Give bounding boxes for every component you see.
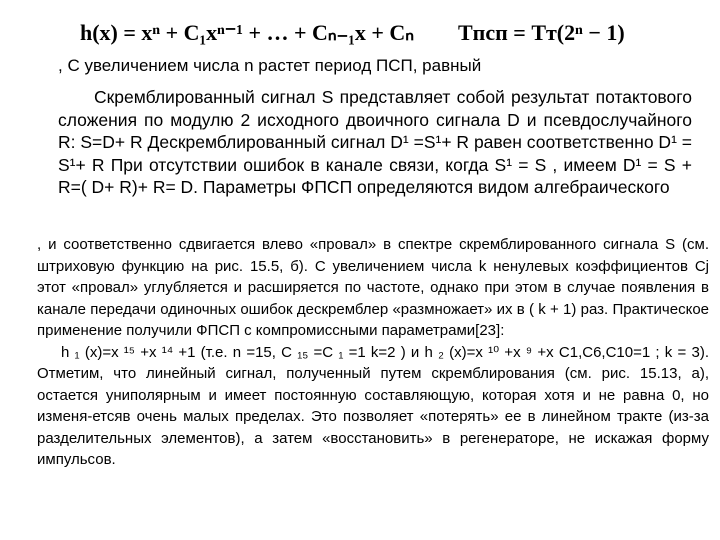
- lower-paragraph-1: , и соответственно сдвигается влево «провал» в спектре скремблированного сигнала S (см. штриховую функцию на рис. 15.5, б). С увеличением числа k ненулевых коэффициентов Cj этот «провал» углубляется и расширяется по частоте, однако при этом в случае появления в канале передачи одиночных ошибок дескремблер «размножает» их в ( k + 1) раз. Практическое применение получили ФПСП с компромиссными параметрами[23]:: [37, 236, 709, 339]
- polynomial-formula: h(x) = xⁿ + C₁xⁿ⁻¹ + … + Cₙ₋₁x + Cₙ: [80, 20, 415, 45]
- lower-text-block: [37, 234, 709, 471]
- period-formula: Tпсп = Tт(2ⁿ − 1): [458, 20, 625, 45]
- upper-paragraph: Скремблированный сигнал S представляет собой результат потактового сложения по модулю 2 исходного двоичного сигнала D и псевдослучайного R: S=D+ R Дескремблированный сигнал D¹ =S¹+ R равен соответственно D¹ = S¹+ R При отсутствии ошибок в канале связи, когда S¹ = S , имеем D¹ = S + R=( D+ R)+ R= D. Параметры ФПСП определяются видом алгебраического: [58, 87, 692, 197]
- lower-paragraph-2: h ₁ (x)=x ¹⁵ +x ¹⁴ +1 (т.е. n =15, С ₁₅ =С ₁ =1 k=2 ) и h ₂ (x)=x ¹⁰ +x ⁹ +x С1,С6,С10=1 ; k = 3). Отметим, что линейный сигнал, полученный путем скремблирования (см. рис. 15.13, а), остается униполярным и имеет постоянную составляющую, которая хотя и не равна 0, но изменя-етсяв очень малых пределах. Это позволяет «потерять» ее в линейном тракте (из-за разделительных элементов), а затем «восстановить» в регенераторе, не искажая форму импульсов.: [37, 343, 709, 468]
- formula-line: [80, 20, 700, 54]
- intro-text: , С увеличением числа n растет период ПСП, равный: [58, 56, 482, 75]
